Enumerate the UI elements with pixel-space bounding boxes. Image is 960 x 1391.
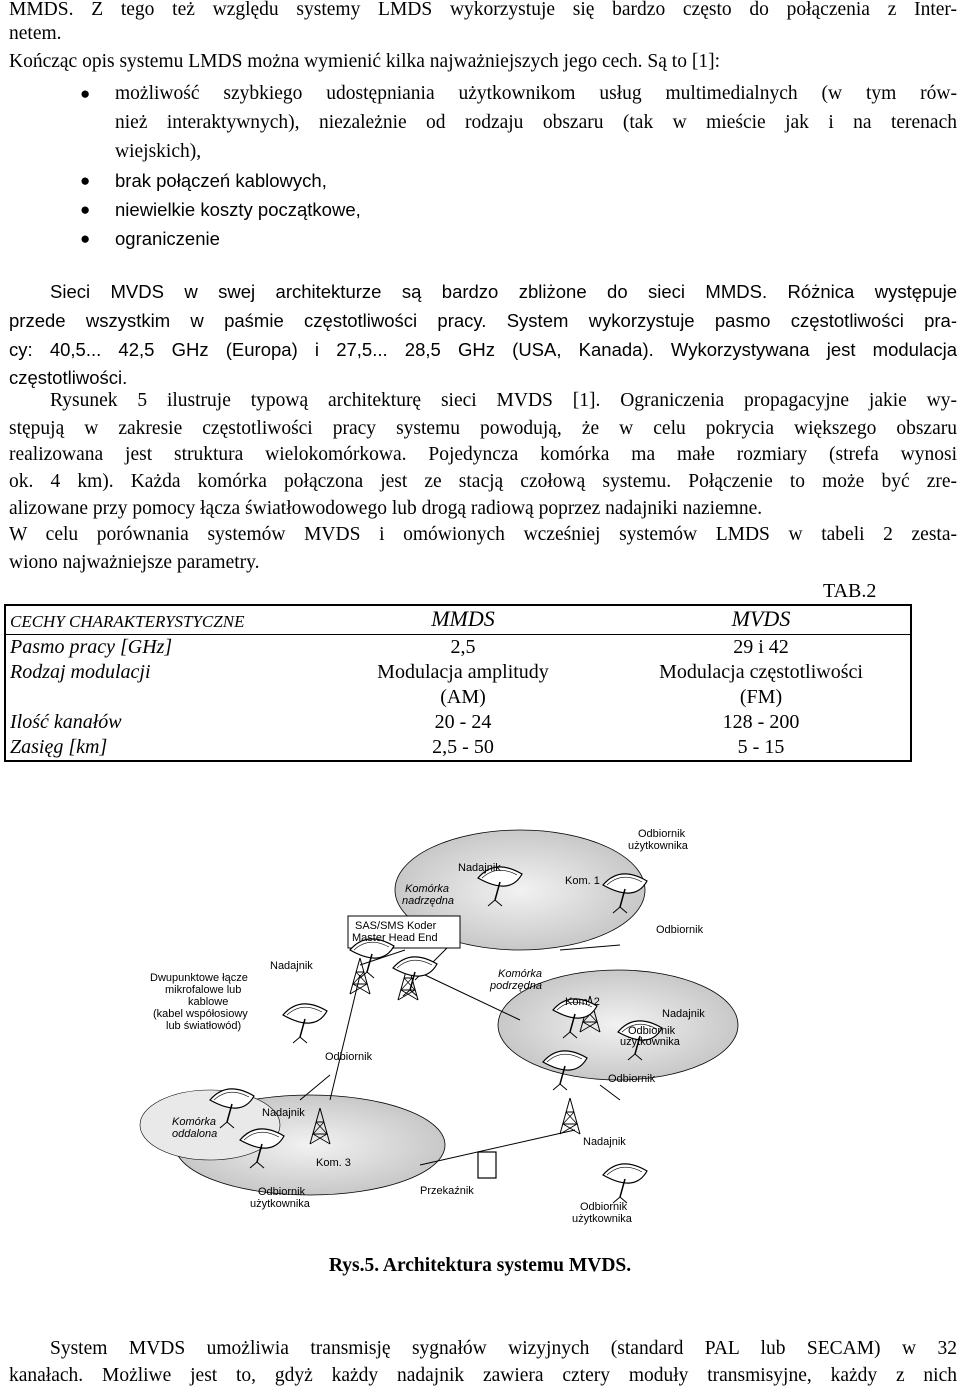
- diagram-label: Odbiornik: [608, 1073, 656, 1085]
- figure-paragraph-line-5: alizowane przy pomocy łącza światłowodowego lub drogą radiową poprzez nadajniki naziemne.: [9, 498, 763, 519]
- repeater-icon: [478, 1152, 496, 1178]
- diagram-label: Odbiornik: [258, 1186, 306, 1198]
- bullet-icon: ●: [80, 229, 91, 248]
- architecture-diagram: [0, 800, 960, 1240]
- intro-line-2: netem.: [9, 23, 62, 44]
- table-header-cell: CECHY CHARAKTERYSTYCZNE: [5, 605, 314, 635]
- diagram-label: mikrofalowe lub: [165, 984, 242, 996]
- diagram-label: podrzędna: [490, 980, 542, 992]
- diagram-label: lub światłowód): [166, 1020, 242, 1032]
- feature-1-line-2: nież interaktywnych), niezależnie od rodzaju obszaru (tak w mieście jak i na terenach: [115, 112, 957, 133]
- diagram-label: SAS/SMS Koder: [355, 920, 437, 932]
- table-header-cell: MVDS: [612, 605, 911, 635]
- diagram-label: Odbiornik: [325, 1051, 373, 1063]
- diagram-label: Kom. 3: [316, 1157, 351, 1169]
- table-header-cell: MMDS: [314, 605, 612, 635]
- mvds-paragraph-line-2: przede wszystkim w paśmie częstotliwości pracy. System wykorzystuje pasmo częstotliwości pra-: [9, 310, 957, 331]
- diagram-label: nadrzędna: [402, 895, 454, 907]
- diagram-label: Nadajnik: [270, 960, 313, 972]
- transmitter-tower-icon: [560, 1098, 580, 1134]
- table-row: [5, 710, 911, 735]
- mvds-paragraph-line-1: Sieci MVDS w swej architekturze są bardzo zbliżone do sieci MMDS. Różnica występuje: [50, 281, 957, 302]
- table-header-row: [5, 605, 911, 635]
- diagram-label: Odbiornik: [580, 1201, 628, 1213]
- intro-line-1: MMDS. Z tego też względu systemy LMDS wykorzystuje się bardzo często do połączenia z Inter-: [9, 0, 957, 20]
- table-cell: 2,5 - 50: [432, 736, 494, 758]
- table-cell-line: (FM): [739, 686, 783, 708]
- mvds-paragraph-line-4: częstotliwości.: [9, 367, 128, 388]
- diagram-label: użytkownika: [250, 1198, 310, 1210]
- table-cell: [314, 660, 612, 710]
- bullet-icon: ●: [80, 84, 91, 103]
- diagram-label: użytkownika: [628, 840, 688, 852]
- table-label: TAB.2: [823, 580, 877, 602]
- figure-paragraph-line-6: W celu porównania systemów MVDS i omówionych wcześniej systemów LMDS w tabeli 2 zesta-: [9, 524, 957, 545]
- closing-line-2: kanałach. Możliwe jest to, gdyż każdy nadajnik zawiera cztery moduły transmisyjne, każdy z nich: [9, 1365, 957, 1386]
- diagram-label: Komórka: [172, 1116, 217, 1128]
- table-cell: 29 i 42: [733, 636, 789, 658]
- diagram-label: użytkownika: [572, 1213, 632, 1225]
- diagram-label: Przekaźnik: [420, 1185, 474, 1197]
- intro-line-3: Kończąc opis systemu LMDS można wymienić kilka najważniejszych jego cech. Są to [1]:: [9, 51, 721, 72]
- diagram-label: użytkownika: [620, 1036, 680, 1048]
- diagram-label: Nadajnik: [458, 862, 501, 874]
- table-row: [5, 660, 911, 710]
- diagram-label: Dwupunktowe łącze: [150, 972, 248, 984]
- table-cell-line: (AM): [440, 686, 486, 708]
- bullet-icon: ●: [80, 200, 91, 219]
- table-cell: [612, 660, 911, 710]
- transmitter-tower-icon: [350, 958, 370, 994]
- diagram-label: Kom. 1: [565, 875, 600, 887]
- diagram-label: kablowe: [188, 996, 229, 1008]
- figure-paragraph-line-4: ok. 4 km). Każda komórka połączona jest ze stacją czołową systemu. Połączenie to może być zre-: [9, 471, 957, 492]
- figure-paragraph-line-2: stępują w zakresie częstotliwości pracy systemu powodują, że w celu pokrycia większego obszaru: [9, 418, 957, 439]
- table-cell: Pasmo pracy [GHz]: [10, 636, 173, 658]
- figure-caption: Rys.5. Architektura systemu MVDS.: [328, 1255, 632, 1276]
- feature-1-line-3: wiejskich),: [115, 141, 202, 162]
- table-row: [5, 735, 911, 761]
- diagram-label: Komórka: [405, 883, 450, 895]
- table-cell: Ilość kanałów: [10, 711, 122, 733]
- comparison-table: [4, 604, 912, 762]
- diagram-label: Odbiornik: [628, 1025, 676, 1037]
- table-cell: Rodzaj modulacji: [10, 661, 151, 683]
- diagram-label: oddalona: [172, 1128, 218, 1140]
- table-cell: 128 - 200: [722, 711, 800, 733]
- figure-paragraph-line-3: realizowana jest struktura wielokomórkowa. Pojedyncza komórka ma małe rozmiary (strefa wynosi: [9, 444, 957, 465]
- diagram-label: Odbiornik: [656, 924, 704, 936]
- diagram-label: Kom. 2: [565, 996, 600, 1008]
- table-cell-line: Modulacja częstotliwości: [659, 661, 863, 683]
- diagram-label: Nadajnik: [262, 1107, 305, 1119]
- satellite-dish-icon: [283, 1004, 327, 1043]
- table-cell: 2,5: [450, 636, 476, 658]
- diagram-label: Odbiornik: [638, 828, 686, 840]
- mvds-paragraph-line-3: cy: 40,5... 42,5 GHz (Europa) i 27,5... 28,5 GHz (USA, Kanada). Wykorzystywana jest modulacja: [9, 339, 957, 360]
- closing-line-1: System MVDS umożliwia transmisję sygnałów wizyjnych (standard PAL lub SECAM) w 32: [50, 1338, 957, 1359]
- feature-3: niewielkie koszty początkowe,: [115, 199, 361, 220]
- table-row: [5, 635, 911, 661]
- table-cell: Zasięg [km]: [10, 736, 108, 758]
- figure-paragraph-line-1: Rysunek 5 ilustruje typową architekturę sieci MVDS [1]. Ograniczenia propagacyjne jakie wy-: [50, 390, 957, 411]
- satellite-dish-icon: [603, 1164, 647, 1203]
- diagram-label: Nadajnik: [583, 1136, 626, 1148]
- diagram-label: Komórka: [498, 968, 543, 980]
- feature-2: brak połączeń kablowych,: [115, 170, 327, 191]
- diagram-label: (kabel współosiowy: [153, 1008, 248, 1020]
- diagram-label: Nadajnik: [662, 1008, 705, 1020]
- feature-1-line-1: możliwość szybkiego udostępniania użytkownikom usług multimedialnych (w tym rów-: [115, 83, 957, 104]
- table-cell-line: Modulacja amplitudy: [377, 661, 549, 683]
- diagram-label: Master Head End: [352, 932, 438, 944]
- table-cell: 5 - 15: [737, 736, 785, 758]
- bullet-icon: ●: [80, 171, 91, 190]
- feature-4: ograniczenie: [115, 228, 220, 249]
- figure-paragraph-line-7: wiono najważniejsze parametry.: [9, 552, 260, 573]
- table-cell: 20 - 24: [434, 711, 492, 733]
